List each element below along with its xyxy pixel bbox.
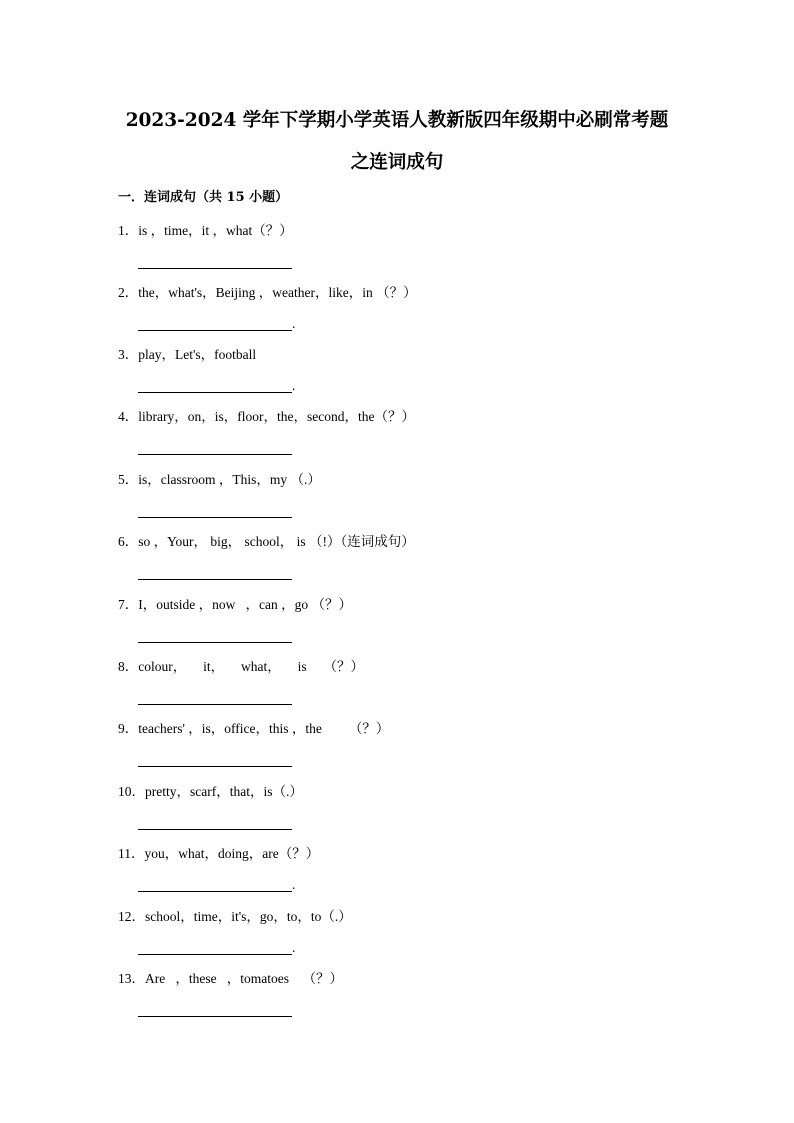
question-6: 6．so ，Your， big， school， is （!）（连词成句） bbox=[118, 534, 415, 549]
answer-blank[interactable] bbox=[138, 379, 292, 393]
question-7: 7．I，outside ，now ，can ，go （？） bbox=[118, 597, 352, 612]
worksheet-title-line-1: 2023-2024 学年下学期小学英语人教新版四年级期中必刷常考题 bbox=[125, 110, 669, 131]
answer-blank[interactable] bbox=[138, 878, 292, 892]
section-heading: 一．连词成句（共 15 小题） bbox=[118, 190, 289, 205]
answer-line-13[interactable] bbox=[138, 999, 292, 1013]
answer-blank[interactable] bbox=[138, 566, 292, 580]
answer-line-7[interactable] bbox=[138, 625, 292, 639]
question-2: 2．the，what's，Beijing ，weather，like，in （？） bbox=[118, 285, 417, 300]
answer-line-2[interactable] bbox=[138, 313, 296, 331]
question-1: 1．is ，time，it ，what（？） bbox=[118, 223, 293, 238]
answer-blank[interactable] bbox=[138, 941, 292, 955]
question-9: 9．teachers' ，is，office，this ，the （？） bbox=[118, 721, 390, 736]
question-3: 3．play，Let's，football bbox=[118, 347, 257, 362]
answer-blank[interactable] bbox=[138, 255, 292, 269]
answer-blank[interactable] bbox=[138, 816, 292, 830]
question-12: 12．school，time，it's，go，to，to（.） bbox=[118, 909, 352, 924]
answer-blank[interactable] bbox=[138, 317, 292, 331]
answer-line-10[interactable] bbox=[138, 812, 292, 826]
answer-line-12[interactable] bbox=[138, 937, 296, 955]
answer-line-4[interactable] bbox=[138, 437, 292, 451]
answer-blank[interactable] bbox=[138, 753, 292, 767]
answer-line-6[interactable] bbox=[138, 562, 292, 576]
answer-blank[interactable] bbox=[138, 1003, 292, 1017]
worksheet-title-line-2: 之连词成句 bbox=[350, 152, 444, 173]
answer-blank[interactable] bbox=[138, 691, 292, 705]
answer-line-5[interactable] bbox=[138, 500, 292, 514]
question-10: 10．pretty，scarf，that，is（.） bbox=[118, 784, 303, 799]
answer-line-8[interactable] bbox=[138, 687, 292, 701]
question-8: 8．colour， it， what， is （？） bbox=[118, 659, 364, 674]
answer-line-1[interactable] bbox=[138, 251, 292, 265]
answer-period: . bbox=[292, 316, 296, 331]
answer-blank[interactable] bbox=[138, 629, 292, 643]
answer-line-3[interactable] bbox=[138, 375, 296, 393]
answer-line-9[interactable] bbox=[138, 749, 292, 763]
question-13: 13．Are ，these ，tomatoes （？） bbox=[118, 971, 343, 986]
question-5: 5．is，classroom ，This，my （.） bbox=[118, 472, 321, 487]
answer-period: . bbox=[292, 877, 296, 892]
answer-period: . bbox=[292, 378, 296, 393]
answer-blank[interactable] bbox=[138, 441, 292, 455]
answer-period: . bbox=[292, 940, 296, 955]
question-4: 4．library，on，is，floor，the，second，the（？） bbox=[118, 409, 415, 424]
question-11: 11．you，what，doing，are（？） bbox=[118, 846, 320, 861]
answer-line-11[interactable] bbox=[138, 874, 296, 892]
answer-blank[interactable] bbox=[138, 504, 292, 518]
